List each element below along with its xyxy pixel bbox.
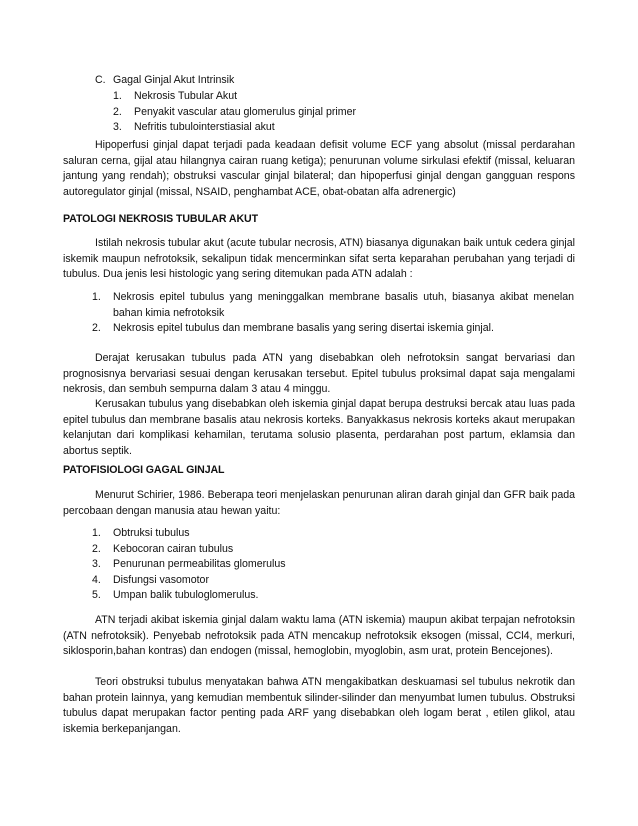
section-c-list <box>113 89 533 136</box>
list-item-number: 4. <box>92 573 101 586</box>
section-heading: PATOLOGI NEKROSIS TUBULAR AKUT <box>63 213 258 225</box>
teori-list <box>92 526 532 604</box>
list-item-number: 1. <box>92 291 101 303</box>
list-item <box>113 120 533 136</box>
list-item-number: 1. <box>92 527 101 539</box>
list-item-number: 2. <box>92 542 101 555</box>
section-c-label: C. <box>95 74 106 86</box>
list-item <box>92 588 532 604</box>
list-item-text: Penyakit vascular atau glomerulus ginjal primer <box>134 105 356 118</box>
paragraph-menurut <box>63 488 575 519</box>
list-item <box>92 290 574 321</box>
paragraph-istilah <box>63 236 575 283</box>
paragraph-atn <box>63 613 575 660</box>
list-item-text: Nekrosis epitel tubulus dan membrane basalis yang sering disertai iskemia ginjal. <box>113 322 494 335</box>
section-c-title: Gagal Ginjal Akut Intrinsik <box>113 74 235 86</box>
list-item-text: Nekrosis Tubular Akut <box>134 90 238 102</box>
list-item-number: 3. <box>113 121 122 134</box>
list-item-number: 2. <box>92 322 101 335</box>
section-c <box>95 73 535 89</box>
paragraph-text: Menurut Schirier, 1986. Beberapa teori menjelaskan penurunan aliran darah ginjal dan GFR baik pada percobaan dengan manusia atau hewan yaitu: <box>63 489 575 517</box>
list-item-number: 5. <box>92 589 101 602</box>
list-item <box>92 321 574 337</box>
paragraph-text: Istilah nekrosis tubular akut (acute tubular necrosis, ATN) biasanya digunakan baik untuk cedera ginjal iskemik maupun nefrotoksik, sekalipun tidak mencerminkan sifat serta keparahan perubahan yang terjadi di tubulus. Dua jenis lesi histologic yang sering ditemukan pada ATN adalah : <box>63 237 575 281</box>
paragraph-text: Hipoperfusi ginjal dapat terjadi pada keadaan defisit volume ECF yang absolut (missal perdarahan saluran cerna, gijal atau hilangnya cairan ruang ketiga); penurunan volume sirkulasi efektif (missal, keluaran jantung yang rendah); obstruksi vascular ginjal bilateral; dan hipoperfusi ginjal dengan gangguan respons autoregulator ginjal (missal, NSAID, penghambat ACE, obat-obatan alfa adrenergic) <box>63 139 575 198</box>
heading-patofisiologi <box>63 463 575 479</box>
list-item-text: Kebocoran cairan tubulus <box>113 542 234 555</box>
paragraph-kerusakan <box>63 397 575 459</box>
list-item-text: Obtruksi tubulus <box>113 527 190 539</box>
paragraph-hipoperfusi <box>63 138 575 200</box>
list-item-text: Nefritis tubulointerstiasial akut <box>134 121 275 134</box>
list-item <box>92 557 532 573</box>
list-item <box>113 89 533 105</box>
list-item-text: Penurunan permeabilitas glomerulus <box>113 558 286 571</box>
list-item <box>92 526 532 542</box>
list-item-text: Disfungsi vasomotor <box>113 573 209 586</box>
lesi-list <box>92 290 574 337</box>
paragraph-text: Derajat kerusakan tubulus pada ATN yang disebabkan oleh nefrotoksin sangat bervariasi dan prognosisnya bervariasi sesuai dengan kerusakan tersebut. Epitel tubulus proksimal dapat saja mengalami nekrosis, dan sembuh sempurna dalam 3 atau 4 minggu. <box>63 352 575 396</box>
heading-patologi <box>63 212 575 228</box>
section-c-title-row <box>95 73 535 89</box>
paragraph-text: Kerusakan tubulus yang disebabkan oleh iskemia ginjal dapat berupa destruksi bercak atau luas pada epitel tubulus dan membrane basalis atau nekrosis korteks. Banyakkasus nekrosis korteks akaut merupakan kelanjutan dari komplikasi kehamilan, terutama solusio plasenta, perdarahan post partum, eklamsia dan abortus septik. <box>63 398 575 457</box>
paragraph-derajat <box>63 351 575 398</box>
list-item-number: 3. <box>92 558 101 571</box>
paragraph-text: Teori obstruksi tubulus menyatakan bahwa ATN mengakibatkan deskuamasi sel tubulus nekrotik dan bahan protein lainnya, yang kemudian membentuk silinder-silinder dan menyumbat lumen tubulus. Obstruksi tubulus dapat merupakan factor penting pada ARF yang disebabkan oleh logam berat , etilen glikol, atau iskemia berkepanjangan. <box>63 676 575 735</box>
list-item-text: Nekrosis epitel tubulus yang meninggalkan membrane basalis utuh, biasanya akibat menelan bahan kimia nefrotoksik <box>113 291 574 319</box>
list-item <box>113 105 533 121</box>
paragraph-text: ATN terjadi akibat iskemia ginjal dalam waktu lama (ATN iskemia) maupun akibat terpajan nefrotoksin (ATN nefrotoksik). Penyebab nefrotoksik pada ATN mencakup nefrotoksik eksogen (missal, CCl4, merkuri, siklosporin,bahan kontras) dan endogen (missal, hemoglobin, myoglobin, asm urat, protein Bencejones). <box>63 614 575 658</box>
list-item <box>92 542 532 558</box>
list-item-number: 2. <box>113 105 122 118</box>
list-item <box>92 573 532 589</box>
section-heading: PATOFISIOLOGI GAGAL GINJAL <box>63 464 225 476</box>
list-item-text: Umpan balik tubuloglomerulus. <box>113 589 259 602</box>
list-item-number: 1. <box>113 90 122 102</box>
paragraph-teori-obstruksi <box>63 675 575 737</box>
